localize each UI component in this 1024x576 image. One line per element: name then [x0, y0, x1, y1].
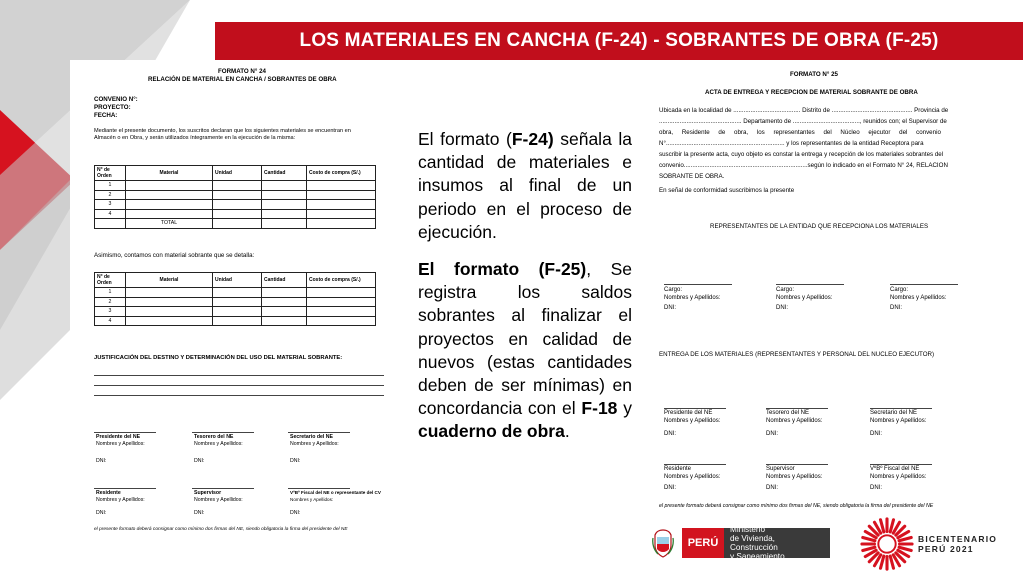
signature-line — [766, 408, 828, 409]
sig-supervisor: Supervisor Nombres y Apellidos: DNI: — [766, 466, 823, 491]
total-label: TOTAL — [126, 219, 213, 229]
sig-secretario-ne: Secretario del NE Nombres y Apellidos: DNI: — [870, 410, 927, 437]
form24-convenio: CONVENIO N°: — [94, 96, 138, 103]
emblem-ray — [890, 556, 893, 568]
write-line — [94, 385, 384, 386]
form25-subtitle: ACTA DE ENTREGA Y RECEPCION DE MATERIAL SOBRANTE DE OBRA — [705, 89, 918, 96]
form25-line-4: N°..................................................................... y los representantes de la entidad Receptora para — [659, 140, 924, 147]
sig-presidente: Presidente del NE Nombres y Apellidos: — [96, 434, 145, 447]
emblem-ray — [899, 547, 911, 550]
row-number: 1 — [95, 181, 126, 191]
form25-conformidad: En señal de conformidad suscribimos la presente — [659, 187, 795, 194]
emblem-ray — [890, 520, 893, 532]
sig-secretario: Secretario del NE Nombres y Apellidos: — [290, 434, 339, 447]
form24-intro-2: Almacén o en Obra, y serán utilizados íntegramente en la ejecución de la misma: — [94, 135, 296, 141]
row-number: 1 — [95, 288, 126, 298]
form24-intro-1: Mediante el presente documento, los suscritos declaran que los siguientes materiales se encuentran en — [94, 128, 351, 134]
form24-proyecto: PROYECTO: — [94, 104, 131, 111]
row-number: 2 — [95, 297, 126, 307]
signature-line — [192, 488, 254, 489]
sig-residente: Residente Nombres y Apellidos: DNI: — [664, 466, 721, 491]
form24-justificacion: JUSTIFICACIÓN DEL DESTINO Y DETERMINACIÓN DEL USO DEL MATERIAL SOBRANTE: — [94, 355, 343, 361]
form24-subtitle: RELACIÓN DE MATERIAL EN CANCHA / SOBRANTES DE OBRA — [148, 76, 337, 83]
signature-line — [288, 488, 350, 489]
emblem-ray — [881, 556, 884, 568]
col-cantidad: Cantidad — [262, 273, 307, 288]
col-costo: Costo de compra (S/.) — [307, 273, 376, 288]
col-unidad: Unidad — [213, 166, 262, 181]
form25-line-2: ................................................ Departamento de ......................................., reunidos con; el Supervisor de — [659, 118, 947, 125]
signature-line — [94, 432, 156, 433]
paragraph-f24: El formato (F-24) señala la cantidad de materiales e insumos al final de un periodo en el proceso de ejecución. — [418, 129, 632, 242]
receptor-3: Cargo: Nombres y Apellidos: DNI: — [890, 287, 947, 311]
sig-presidente-ne: Presidente del NE Nombres y Apellidos: DNI: — [664, 410, 721, 437]
receptor-1: Cargo: Nombres y Apellidos: DNI: — [664, 287, 721, 311]
receptor-2: Cargo: Nombres y Apellidos: DNI: — [776, 287, 833, 311]
slide-title: LOS MATERIALES EN CANCHA (F-24) - SOBRANTES DE OBRA (F-25) — [299, 30, 939, 51]
form25-line-1: Ubicada en la localidad de ....................................... Distrito de ............................................... Provincia de — [659, 107, 949, 114]
signature-line — [664, 408, 726, 409]
sig-tesorero-ne: Tesorero del NE Nombres y Apellidos: DNI: — [766, 410, 823, 437]
dni-label: DNI: — [96, 510, 107, 516]
table-row — [95, 307, 376, 317]
bicentenario-logo — [860, 517, 997, 571]
form24-table-1 — [94, 165, 376, 229]
sig-tesorero: Tesorero del NE Nombres y Apellidos: — [194, 434, 243, 447]
dni-label: DNI: — [96, 458, 107, 464]
write-line — [94, 395, 384, 396]
table-row — [95, 288, 376, 298]
emblem-ray — [863, 547, 875, 550]
table-row — [95, 181, 376, 191]
title-bar — [215, 22, 1023, 60]
dni-label: DNI: — [290, 510, 301, 516]
form24-title: FORMATO N° 24 — [218, 68, 266, 75]
form-24 — [70, 60, 410, 540]
col-material: Material — [126, 273, 213, 288]
row-number: 3 — [95, 307, 126, 317]
row-number: 4 — [95, 209, 126, 219]
form25-line-5: suscribir la presente acta, cuyo objeto es constar la entrega y recepción de los materiales sobrantes del — [659, 151, 944, 158]
sig-vbfiscal: VºBº Fiscal del NE Nombres y Apellidos: DNI: — [870, 466, 927, 491]
form24-sobrante-intro: Asimismo, contamos con material sobrante que se detalla: — [94, 252, 255, 259]
emblem-ray — [881, 520, 884, 532]
signature-line — [870, 408, 932, 409]
signature-line — [94, 488, 156, 489]
form25-line-3: obra, Residente de obra, los representantes del Núcleo ejecutor del convenio — [659, 129, 941, 136]
table-row — [95, 200, 376, 210]
signature-line — [664, 464, 726, 465]
peru-badge: PERÚ — [682, 528, 724, 558]
ministerio-name: Ministerio de Vivienda, Construcción y Saneamiento — [724, 528, 830, 558]
peru-coat-of-arms-icon — [652, 528, 674, 558]
signature-line — [776, 284, 844, 285]
dni-label: DNI: — [194, 458, 205, 464]
signature-line — [664, 284, 732, 285]
col-unidad: Unidad — [213, 273, 262, 288]
form-25 — [650, 62, 985, 522]
row-number: 4 — [95, 316, 126, 326]
form25-line-7: SOBRANTE DE OBRA. — [659, 173, 725, 180]
emblem-ray — [863, 538, 875, 541]
table-row — [95, 209, 376, 219]
sig-vbfiscal: VºBº Fiscal del NE o representante del CV Nombres y Apellidos: — [290, 490, 381, 502]
signature-line — [870, 464, 932, 465]
col-orden: N° de Orden — [95, 273, 126, 288]
write-line — [94, 375, 384, 376]
signature-line — [288, 432, 350, 433]
signature-line — [766, 464, 828, 465]
row-number: 2 — [95, 190, 126, 200]
signature-line — [192, 432, 254, 433]
bicentenario-text: BICENTENARIO PERÚ 2021 — [918, 533, 998, 554]
dni-label: DNI: — [194, 510, 205, 516]
dni-label: DNI: — [290, 458, 301, 464]
table-row — [95, 297, 376, 307]
form24-table-2 — [94, 272, 376, 326]
form25-representantes: REPRESENTANTES DE LA ENTIDAD QUE RECEPCIONA LOS MATERIALES — [710, 223, 929, 230]
table-row — [95, 316, 376, 326]
bicentenario-emblem-icon — [860, 517, 914, 571]
col-cantidad: Cantidad — [262, 166, 307, 181]
form24-footnote: el presente formato deberá consignar como mínimo dos firmas del NE, siendo obligatoria la firma del presidente del NE — [94, 527, 348, 532]
ministerio-logo — [652, 525, 830, 561]
sig-residente: Residente Nombres y Apellidos: — [96, 490, 145, 503]
sig-supervisor: Supervisor Nombres y Apellidos: — [194, 490, 243, 503]
row-number: 3 — [95, 200, 126, 210]
col-costo: Costo de compra (S/.) — [307, 166, 376, 181]
form24-fecha: FECHA: — [94, 112, 118, 119]
form25-line-6: convenio........................................................................según lo indicado en el Formato N° 24, RELACION — [659, 162, 948, 169]
emblem-ray — [899, 538, 911, 541]
table-row — [95, 219, 376, 229]
paragraph-f25: El formato (F-25), Se registra los saldos sobrantes al finalizar el proyectos en calidad de nuevos (estas cantidades deben de ser mínimas) en concordancia con el F-18 y cuaderno de obra. — [418, 259, 632, 442]
col-orden: N° de Orden — [95, 166, 126, 181]
explanation-text — [418, 128, 632, 458]
col-material: Material — [126, 166, 213, 181]
signature-line — [890, 284, 958, 285]
form25-title: FORMATO N° 25 — [790, 71, 838, 78]
table-row — [95, 190, 376, 200]
form25-entrega: ENTREGA DE LOS MATERIALES (REPRESENTANTES Y PERSONAL DEL NUCLEO EJECUTOR) — [659, 351, 935, 358]
form25-footnote: el presente formato deberá consignar como mínimo dos firmas del NE, siendo obligatoria la firma del presidente del NE — [659, 503, 934, 509]
